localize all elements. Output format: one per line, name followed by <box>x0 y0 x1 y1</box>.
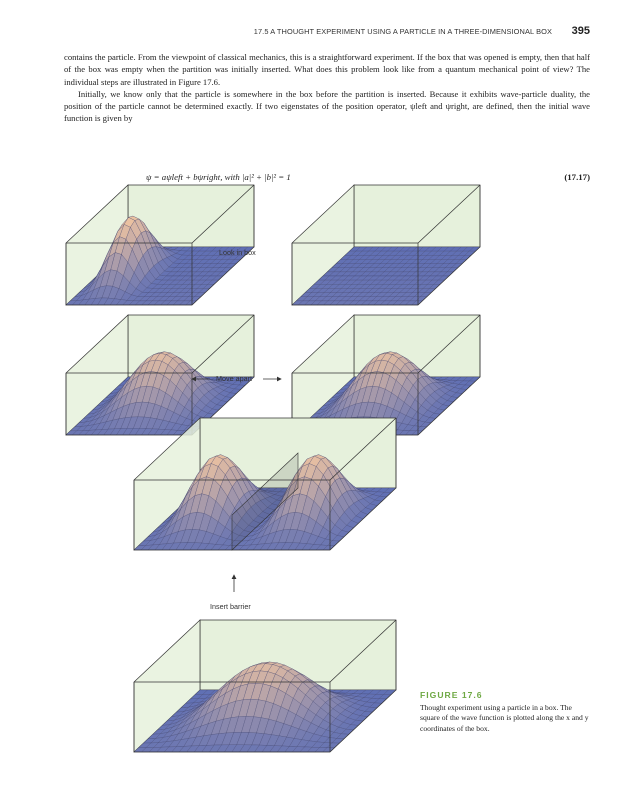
figure-caption <box>420 690 590 734</box>
running-head: 17.5 A THOUGHT EXPERIMENT USING A PARTICLE IN A THREE-DIMENSIONAL BOX <box>253 27 552 36</box>
label-look-in-box: Look in box <box>219 248 256 257</box>
box-empty <box>292 185 480 305</box>
box-with-barrier <box>134 418 396 550</box>
box-right-half <box>292 315 480 435</box>
equation-number: (17.17) <box>564 172 590 182</box>
equation-expression: ψ = aψleft + bψright, with |a|² + |b|² = 1 <box>146 172 291 182</box>
box-ground-state <box>134 620 396 752</box>
page-number: 395 <box>571 25 590 37</box>
paragraph-1: contains the particle. From the viewpoint of classical mechanics, this is a straightforward experiment. If the box that was opened is empty, then that half of the box was empty when the partition was initially inserted. What does this problem look like from a quantum mechanical point of view? The individual steps are illustrated in Figure 17.6. <box>64 52 590 87</box>
label-insert-barrier: Insert barrier <box>210 602 251 611</box>
box-initial <box>66 185 254 305</box>
caption-text: Thought experiment using a particle in a box. The square of the wave function is plotted along the x and y coordinates of the box. <box>420 703 589 733</box>
paragraph-2: Initially, we know only that the particle is somewhere in the box before the partition is inserted. Because it exhibits wave-particle duality, the position of the particle cannot be determined exactly. If two eigenstates of the position operator, ψleft and ψright, are defined, then the initial wave function is given by <box>64 88 590 124</box>
label-move-apart: Move apart <box>216 374 252 383</box>
caption-title: FIGURE 17.6 <box>420 690 483 700</box>
